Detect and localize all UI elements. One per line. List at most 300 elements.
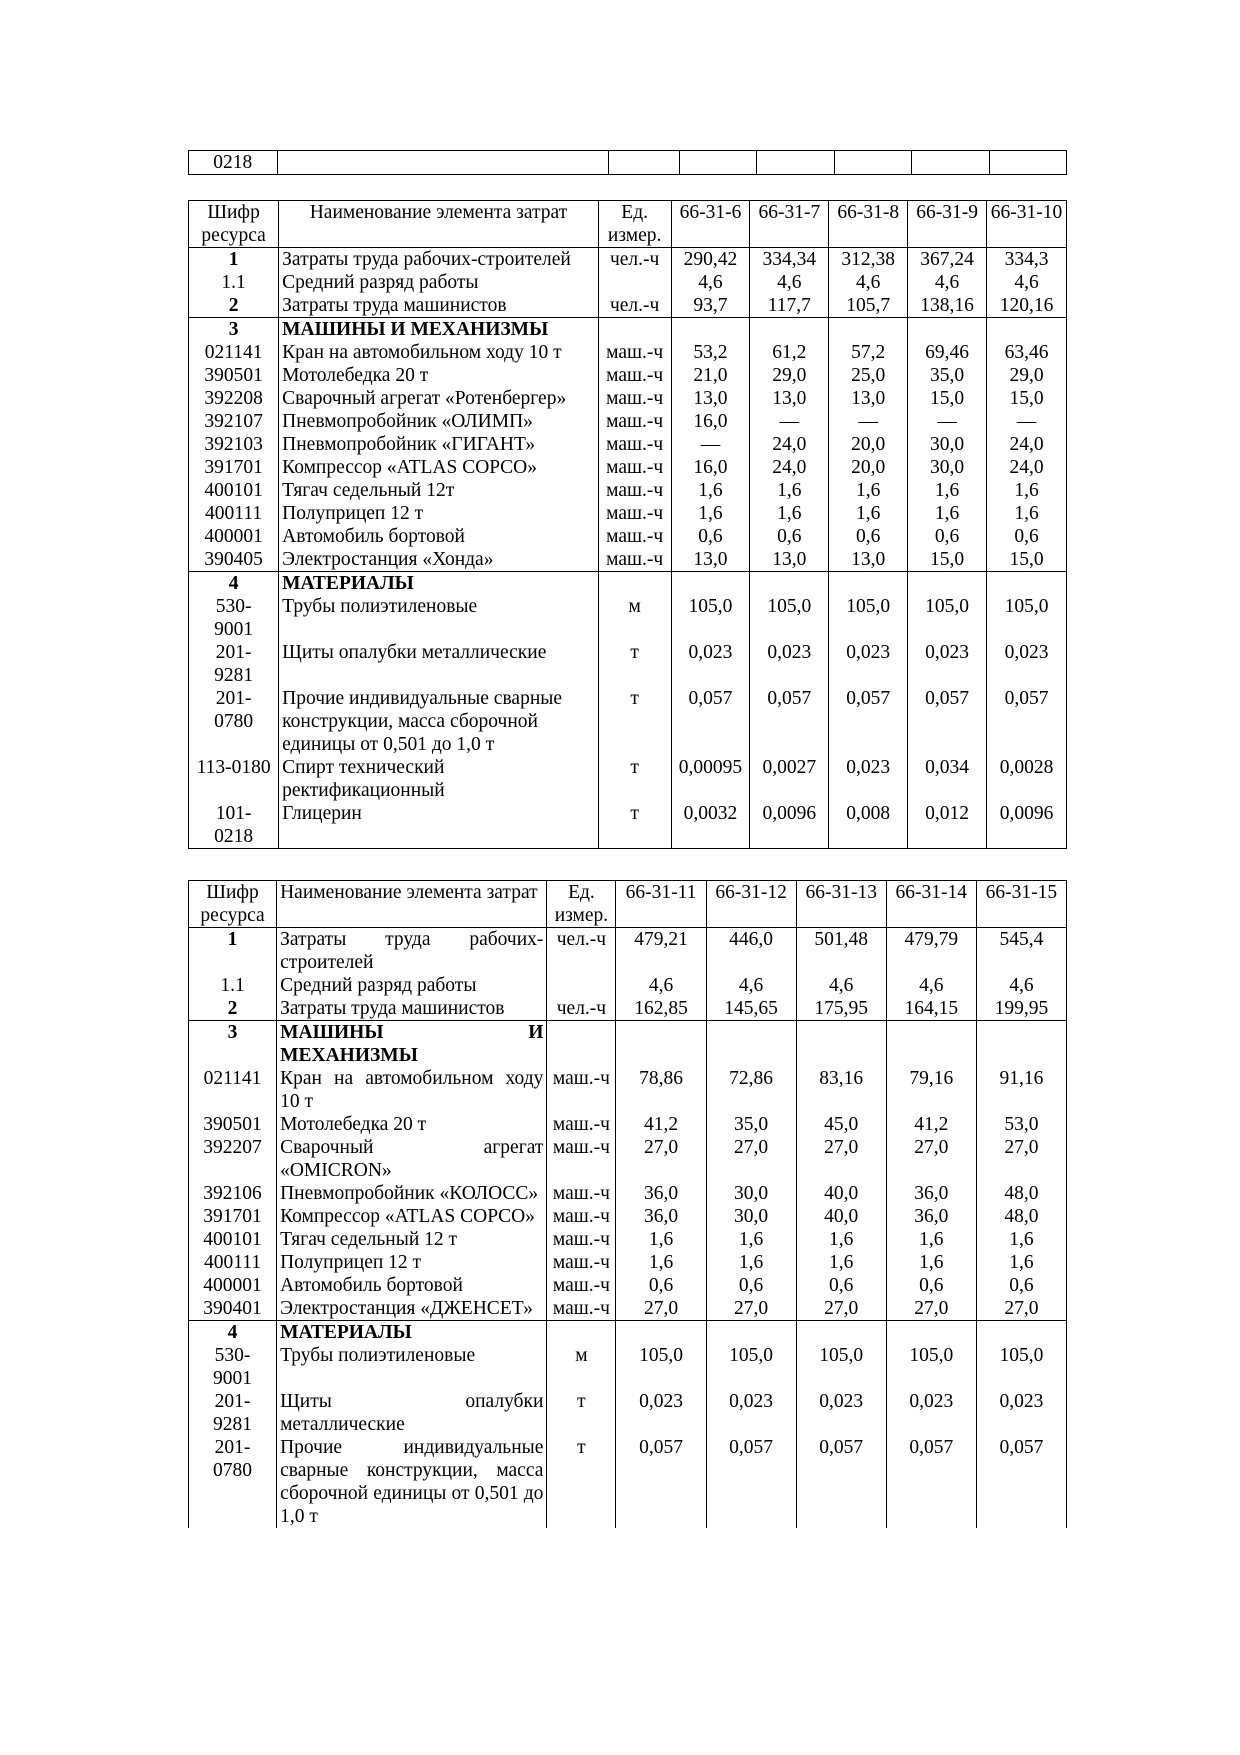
value-cell: 1,6 [796,1228,886,1251]
header-text: измер. [554,905,609,926]
resource-code-cell: 392106 [203,1183,262,1204]
resource-code-cell: 391701 [204,457,263,478]
value-cell: 27,0 [886,1297,976,1321]
resource-code-cell [189,1390,277,1436]
code-part: 0218 [214,826,254,847]
value-cell: — [829,410,908,433]
value-cell [886,1321,976,1345]
value-cell: 1,6 [886,1228,976,1251]
value-cell: 15,0 [908,548,987,572]
unit-cell: маш.-ч [598,410,671,433]
value-cell: 0,6 [750,525,829,548]
value-cell: 0,023 [616,1390,706,1436]
cost-element-name-cell: Затраты труда рабочих-строителей [277,928,547,975]
resource-code-cell: 021141 [203,1068,262,1089]
cost-element-name-cell: Пневмопробойник «ОЛИМП» [279,410,599,433]
resource-code-cell: 400111 [204,1252,262,1273]
column-header-norm: 66-31-12 [706,881,796,928]
value-cell: 24,0 [750,433,829,456]
value-cell: 27,0 [796,1136,886,1182]
unit-cell: т [547,1436,616,1528]
resource-code-cell [189,1436,277,1528]
value-cell: 1,6 [616,1251,706,1274]
value-cell: 0,023 [706,1390,796,1436]
code-part: 9281 [213,1414,253,1435]
resource-code-cell: 390501 [203,1114,262,1135]
column-header-name: Наименование элемента затрат [279,201,599,248]
table-row [189,271,1067,294]
value-cell: 105,0 [987,595,1067,641]
value-cell: 41,2 [616,1113,706,1136]
value-cell: 0,057 [976,1436,1066,1528]
value-cell: 0,6 [908,525,987,548]
cost-element-name-cell: Сварочный агрегат «OMICRON» [277,1136,547,1182]
value-cell: 105,0 [886,1344,976,1390]
cost-element-name-cell: Тягач седельный 12т [279,479,599,502]
code-part: 0780 [213,1460,253,1481]
unit-cell: маш.-ч [547,1067,616,1113]
resource-code-cell: 390405 [204,549,263,570]
value-cell: 334,3 [987,248,1067,272]
unit-cell: маш.-ч [598,364,671,387]
value-cell: 0,023 [796,1390,886,1436]
value-cell: 545,4 [976,928,1066,975]
resource-code-cell: 390401 [203,1298,262,1319]
cost-element-name-cell: Мотолебедка 20 т [279,364,599,387]
cost-element-name-cell: МАТЕРИАЛЫ [279,572,599,596]
column-header-norm: 66-31-14 [886,881,976,928]
table-row [189,1067,1067,1113]
value-cell: 24,0 [750,456,829,479]
resource-code-cell [189,595,279,641]
value-cell: 13,0 [829,548,908,572]
value-cell: 27,0 [886,1136,976,1182]
section-row [189,572,1067,596]
value-cell [706,1321,796,1345]
value-cell [750,572,829,596]
value-cell: 1,6 [908,479,987,502]
value-cell: 0,6 [976,1274,1066,1297]
column-header-unit [547,881,616,928]
value-cell: 24,0 [987,456,1067,479]
value-cell: 41,2 [886,1113,976,1136]
cost-element-name-cell: Электростанция «Хонда» [279,548,599,572]
value-cell: 0,012 [908,802,987,849]
unit-cell: т [598,756,671,802]
table-row [189,479,1067,502]
value-cell: 0,6 [886,1274,976,1297]
resource-code-cell: 400101 [204,480,263,501]
value-cell: 0,057 [750,687,829,756]
table-row [189,1228,1067,1251]
value-cell: 27,0 [706,1297,796,1321]
unit-cell: чел.-ч [598,248,671,272]
value-cell: 0,057 [829,687,908,756]
cost-element-name-cell: Автомобиль бортовой [277,1274,547,1297]
table-row [189,341,1067,364]
value-cell: 105,0 [616,1344,706,1390]
unit-cell: маш.-ч [598,456,671,479]
cost-element-name-cell: Кран на автомобильном ходу 10 т [277,1067,547,1113]
value-cell: 1,6 [908,502,987,525]
resource-code-cell: 400111 [205,503,263,524]
value-cell: 479,21 [616,928,706,975]
table-row [189,641,1067,687]
value-cell: — [671,433,750,456]
unit-cell: м [547,1344,616,1390]
unit-cell: маш.-ч [598,548,671,572]
value-cell: 40,0 [796,1205,886,1228]
code-part: 530- [215,596,252,617]
value-cell: — [987,410,1067,433]
value-cell: 4,6 [671,271,750,294]
unit-cell: маш.-ч [598,479,671,502]
table-row [189,595,1067,641]
unit-cell: маш.-ч [547,1274,616,1297]
value-cell: 0,057 [796,1436,886,1528]
resource-code-cell: 2 [228,295,239,316]
unit-cell: маш.-ч [547,1182,616,1205]
value-cell: 40,0 [796,1182,886,1205]
value-cell: 27,0 [616,1297,706,1321]
table-row [189,1136,1067,1182]
value-cell: 1,6 [829,479,908,502]
code-part: 0780 [214,711,254,732]
unit-cell: маш.-ч [598,525,671,548]
cost-element-name-cell: Средний разряд работы [277,974,547,997]
value-cell [671,318,750,342]
code-part: 201- [214,1437,251,1458]
value-cell: 105,0 [750,595,829,641]
column-header-unit [598,201,671,248]
value-cell [976,1321,1066,1345]
value-cell: — [908,410,987,433]
value-cell: 36,0 [886,1182,976,1205]
value-cell: 4,6 [750,271,829,294]
header-text: Шифр [206,882,259,903]
value-cell: 0,6 [616,1274,706,1297]
value-cell: 0,023 [908,641,987,687]
table-row [189,502,1067,525]
table-row [189,364,1067,387]
value-cell: 105,0 [796,1344,886,1390]
value-cell: 15,0 [987,548,1067,572]
value-cell: 13,0 [750,548,829,572]
cost-element-name-cell: МАШИНЫ И МЕХАНИЗМЫ [279,318,599,342]
resource-code-cell: 392208 [204,388,263,409]
value-cell: 4,6 [886,974,976,997]
value-cell: 48,0 [976,1205,1066,1228]
value-cell: 29,0 [750,364,829,387]
value-cell: 13,0 [671,387,750,410]
table-row [189,1297,1067,1321]
resource-code-cell: 0218 [213,152,253,173]
value-cell: 30,0 [706,1205,796,1228]
value-cell: 0,0096 [750,802,829,849]
table-row [189,248,1067,272]
value-cell: 0,023 [829,641,908,687]
header-text: ресурса [201,225,266,246]
unit-cell: чел.-ч [598,294,671,318]
unit-cell: маш.-ч [547,1113,616,1136]
resource-table-2 [188,880,1067,1528]
empty-cell [989,151,1066,175]
value-cell: 0,057 [616,1436,706,1528]
resource-code-cell: 021141 [204,342,263,363]
cost-element-name-cell: Щиты опалубки металлические [277,1390,547,1436]
value-cell: 13,0 [671,548,750,572]
cost-element-name-cell: Сварочный агрегат «Ротенбергер» [279,387,599,410]
value-cell [829,318,908,342]
value-cell: 0,023 [976,1390,1066,1436]
value-cell: 27,0 [706,1136,796,1182]
cost-element-name-cell: Компрессор «ATLAS COPCO» [279,456,599,479]
value-cell: 72,86 [706,1067,796,1113]
resource-code-cell: 4 [189,572,279,596]
value-cell: 1,6 [976,1251,1066,1274]
value-cell: 138,16 [908,294,987,318]
table-row [189,756,1067,802]
value-cell: 4,6 [829,271,908,294]
empty-cell [757,151,834,175]
column-header-norm: 66-31-8 [829,201,908,248]
section-row [189,318,1067,342]
value-cell: 25,0 [829,364,908,387]
table-row [189,1251,1067,1274]
table-row [189,525,1067,548]
code-part: 201- [215,642,252,663]
value-cell: 0,057 [987,687,1067,756]
empty-cell [834,151,911,175]
resource-code-cell: 391701 [203,1206,262,1227]
table-row [189,1436,1067,1528]
unit-cell [547,1021,616,1068]
value-cell: 27,0 [976,1297,1066,1321]
value-cell: 105,7 [829,294,908,318]
value-cell: 48,0 [976,1182,1066,1205]
section-row [189,1021,1067,1068]
resource-code-cell: 1.1 [221,272,246,293]
cost-element-name-cell: Щиты опалубки металлические [279,641,599,687]
value-cell: 120,16 [987,294,1067,318]
empty-cell [679,151,756,175]
table-row [189,1274,1067,1297]
code-part: 101- [215,803,252,824]
value-cell: 0,023 [886,1390,976,1436]
value-cell [976,1021,1066,1068]
value-cell [796,1021,886,1068]
value-cell: 35,0 [908,364,987,387]
cost-element-name-cell: Средний разряд работы [279,271,599,294]
value-cell: 0,008 [829,802,908,849]
resource-code-cell: 3 [189,318,279,342]
value-cell: 0,6 [671,525,750,548]
table-row [189,1390,1067,1436]
value-cell: 1,6 [750,502,829,525]
value-cell: 367,24 [908,248,987,272]
table-row [189,1113,1067,1136]
value-cell: 30,0 [908,456,987,479]
value-cell: 15,0 [908,387,987,410]
value-cell: 4,6 [796,974,886,997]
value-cell: 0,057 [908,687,987,756]
value-cell: 1,6 [706,1228,796,1251]
value-cell: 175,95 [796,997,886,1021]
value-cell: 0,0028 [987,756,1067,802]
resource-code-cell [189,687,279,756]
section-row [189,1321,1067,1345]
value-cell [616,1321,706,1345]
code-part: 9001 [213,1368,253,1389]
value-cell: 4,6 [706,974,796,997]
value-cell [908,572,987,596]
value-cell: 1,6 [976,1228,1066,1251]
column-header-code [189,881,277,928]
value-cell: 1,6 [671,502,750,525]
value-cell: 0,6 [796,1274,886,1297]
value-cell: 30,0 [908,433,987,456]
value-cell: 20,0 [829,433,908,456]
value-cell: 0,6 [706,1274,796,1297]
value-cell: 1,6 [750,479,829,502]
value-cell: 0,6 [987,525,1067,548]
column-header-norm: 66-31-13 [796,881,886,928]
value-cell: 105,0 [976,1344,1066,1390]
header-text: измер. [607,225,662,246]
resource-code-cell: 4 [189,1321,277,1345]
cost-element-name-cell: МАТЕРИАЛЫ [277,1321,547,1345]
unit-cell: т [598,687,671,756]
cost-element-name-cell: Автомобиль бортовой [279,525,599,548]
cost-element-name-cell: Полуприцеп 12 т [279,502,599,525]
cost-element-name-cell: Затраты труда рабочих-строителей [279,248,599,272]
value-cell: 0,023 [750,641,829,687]
value-cell: 29,0 [987,364,1067,387]
resource-code-cell: 400001 [204,526,263,547]
resource-code-cell: 1.1 [220,975,245,996]
unit-cell: т [598,641,671,687]
unit-cell: т [598,802,671,849]
value-cell: 4,6 [987,271,1067,294]
unit-cell: маш.-ч [547,1297,616,1321]
continuation-table-fragment [188,150,1067,175]
value-cell [671,572,750,596]
value-cell: 15,0 [987,387,1067,410]
empty-cell [609,151,679,175]
table-row [189,151,1067,175]
cost-element-name-cell: Трубы полиэтиленовые [279,595,599,641]
cost-element-name-cell: Кран на автомобильном ходу 10 т [279,341,599,364]
cost-element-name-cell: Пневмопробойник «КОЛОСС» [277,1182,547,1205]
table-row [189,410,1067,433]
value-cell: 16,0 [671,456,750,479]
value-cell: 53,0 [976,1113,1066,1136]
value-cell: 69,46 [908,341,987,364]
value-cell [706,1021,796,1068]
value-cell: 78,86 [616,1067,706,1113]
header-text: Ед. [621,202,649,223]
code-part: 201- [214,1391,251,1412]
value-cell: 91,16 [976,1067,1066,1113]
unit-cell: маш.-ч [547,1205,616,1228]
value-cell: 1,6 [829,502,908,525]
table-row [189,456,1067,479]
value-cell [886,1021,976,1068]
value-cell: 45,0 [796,1113,886,1136]
table-row [189,1344,1067,1390]
table-row [189,294,1067,318]
value-cell: 312,38 [829,248,908,272]
value-cell: 21,0 [671,364,750,387]
value-cell [987,318,1067,342]
cost-element-name-cell: Затраты труда машинистов [277,997,547,1021]
value-cell: 0,0032 [671,802,750,849]
table-row [189,387,1067,410]
value-cell: 1,6 [987,479,1067,502]
value-cell: 24,0 [987,433,1067,456]
column-header-norm: 66-31-9 [908,201,987,248]
value-cell: 36,0 [886,1205,976,1228]
value-cell: 162,85 [616,997,706,1021]
unit-cell: чел.-ч [547,997,616,1021]
value-cell: 53,2 [671,341,750,364]
header-text: Шифр [207,202,260,223]
resource-code-cell: 392207 [203,1137,262,1158]
cost-element-name-cell: Прочие индивидуальные сварные конструкции, масса сборочной единицы от 0,501 до 1,0 т [279,687,599,756]
value-cell: 4,6 [976,974,1066,997]
unit-cell [547,974,616,997]
value-cell: 0,023 [987,641,1067,687]
value-cell: 0,023 [671,641,750,687]
cost-element-name-cell: Компрессор «ATLAS COPCO» [277,1205,547,1228]
value-cell: 4,6 [616,974,706,997]
value-cell: 105,0 [706,1344,796,1390]
header-text: ресурса [200,905,265,926]
value-cell [616,1021,706,1068]
unit-cell: чел.-ч [547,928,616,975]
value-cell: 0,057 [886,1436,976,1528]
value-cell: 1,6 [796,1251,886,1274]
value-cell: 105,0 [671,595,750,641]
value-cell: 0,057 [706,1436,796,1528]
table-row [189,433,1067,456]
table-row [189,1205,1067,1228]
value-cell: 117,7 [750,294,829,318]
unit-cell: т [547,1390,616,1436]
value-cell: 57,2 [829,341,908,364]
resource-code-cell: 1 [228,249,239,270]
value-cell: 0,057 [671,687,750,756]
resource-code-cell [189,802,279,849]
unit-cell: маш.-ч [598,387,671,410]
cost-element-name-cell: Пневмопробойник «ГИГАНТ» [279,433,599,456]
resource-code-cell: 392103 [204,434,263,455]
value-cell: 0,0096 [987,802,1067,849]
column-header-norm: 66-31-7 [750,201,829,248]
value-cell [829,572,908,596]
value-cell: 36,0 [616,1205,706,1228]
unit-cell [598,572,671,596]
value-cell: 105,0 [908,595,987,641]
column-header-norm: 66-31-10 [987,201,1067,248]
resource-code-cell: 2 [227,998,238,1019]
resource-code-cell: 390501 [204,365,263,386]
table-row [189,974,1067,997]
code-part: 530- [214,1345,251,1366]
value-cell: 290,42 [671,248,750,272]
code-part: 9001 [214,619,254,640]
column-header-code [189,201,279,248]
